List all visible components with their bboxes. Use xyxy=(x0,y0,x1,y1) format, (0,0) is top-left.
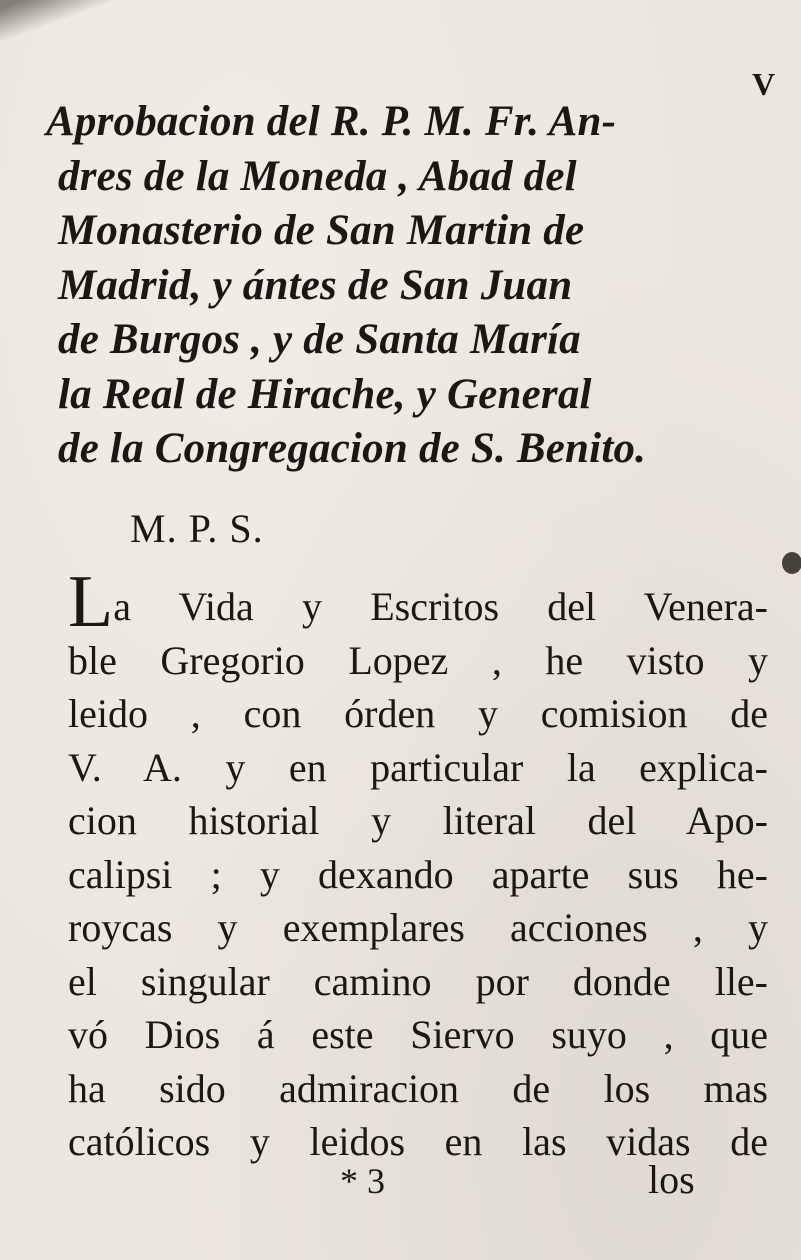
salutation: M. P. S. xyxy=(130,506,264,551)
body-line: cion historial y literal del Apo- xyxy=(68,798,768,843)
body-line: católicos y leidos en las vidas de xyxy=(68,1119,768,1164)
body-line: el singular camino por donde lle- xyxy=(68,958,768,1004)
ink-speck xyxy=(782,552,801,574)
heading-line: la Real de Hirache, y General xyxy=(58,370,592,418)
page-folio: V xyxy=(752,66,777,102)
body-line: leido , con órden y comision de xyxy=(68,691,768,736)
signature-mark: * 3 xyxy=(340,1161,385,1201)
heading-line: Aprobacion del R. P. M. Fr. An- xyxy=(46,98,617,145)
heading-line: dres de la Moneda , Abad del xyxy=(58,152,577,200)
body-line: calipsi ; y dexando aparte sus he- xyxy=(68,851,768,897)
body-paragraph xyxy=(68,561,768,1169)
body-line-first xyxy=(68,561,768,643)
catchword: los xyxy=(648,1157,695,1202)
body-line: ble Gregorio Lopez , he visto y xyxy=(68,637,768,683)
body-line: roycas y exemplares acciones , y xyxy=(68,905,768,950)
heading-line: Monasterio de San Martin de xyxy=(58,207,585,254)
heading-line: de la Congregacion de S. Benito. xyxy=(58,425,647,472)
body-line: vó Dios á este Siervo suyo , que xyxy=(68,1012,768,1057)
page-corner-shadow xyxy=(0,0,130,60)
body-line-first-text: a Vida y Escritos del Venera- xyxy=(113,584,768,629)
drop-cap: L xyxy=(68,561,114,643)
approval-heading xyxy=(46,95,758,477)
heading-line: Madrid, y ántes de San Juan xyxy=(58,261,573,309)
heading-line: de Burgos , y de Santa María xyxy=(58,316,581,363)
body-line: V. A. y en particular la explica- xyxy=(68,744,768,790)
body-line: ha sido admiracion de los mas xyxy=(68,1065,768,1111)
